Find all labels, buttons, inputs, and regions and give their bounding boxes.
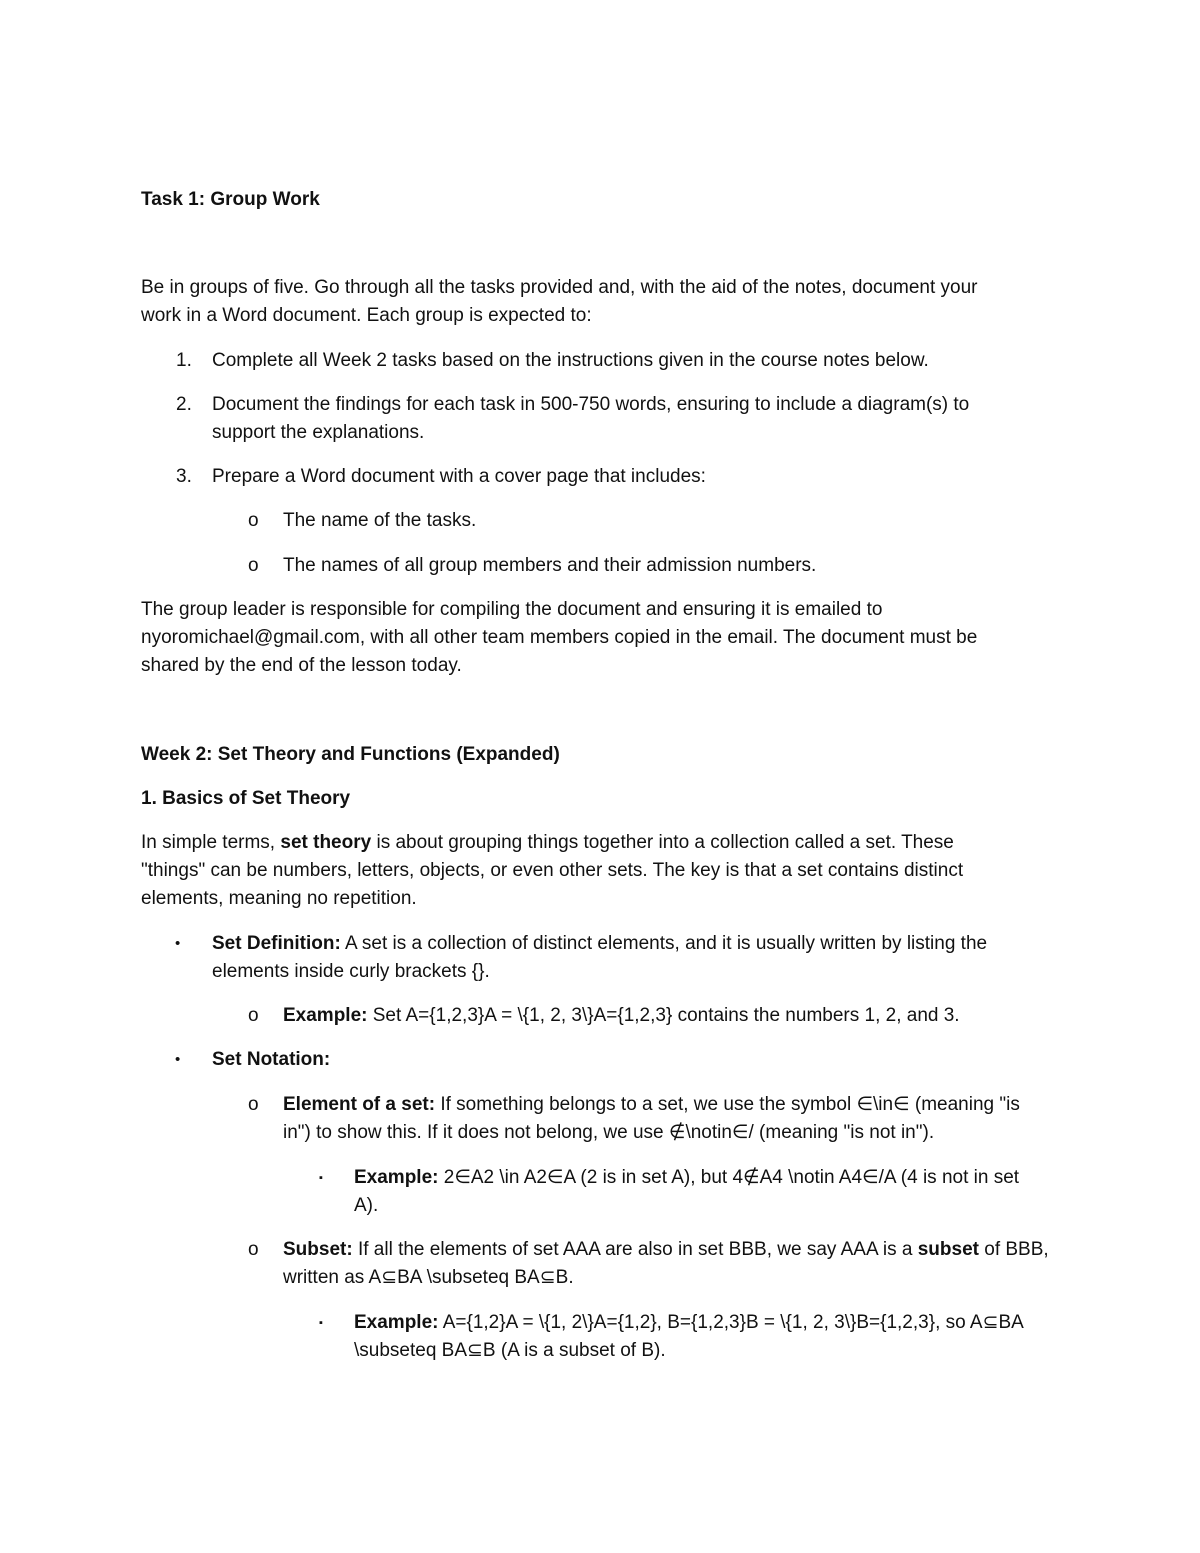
task-title: Task 1: Group Work	[141, 189, 320, 210]
bullet-line: Set Definition: A set is a collection of distinct elements, and it is usually written by listing the	[212, 933, 988, 954]
example-line: Example: Set A={1,2,3}A = \{1, 2, 3\}A={1,2,3} contains the numbers 1, 2, and 3.	[283, 1005, 960, 1026]
list-item-text: Document the findings for each task in 500-750 words, ensuring to include a diagram(s) to	[212, 394, 970, 415]
bullet-heading: Set Notation:	[212, 1049, 331, 1070]
disc-bullet: •	[175, 935, 181, 952]
intro-line-1: Be in groups of five. Go through all the tasks provided and, with the aid of the notes, document your	[141, 277, 978, 298]
list-number: 2.	[176, 394, 192, 415]
list-item-text: Prepare a Word document with a cover page that includes:	[212, 466, 706, 487]
paragraph-line: In simple terms, set theory is about grouping things together into a collection called a set. These	[141, 832, 954, 853]
sub-list-item: The name of the tasks.	[283, 510, 477, 531]
example-line: Example: 2∈A2 \in A2∈A (2 is in set A), but 4∉A4 \notin A4∈/A (4 is not in set	[354, 1167, 1020, 1188]
bold-term: set theory	[280, 832, 372, 853]
closing-line-2: nyoromichael@gmail.com, with all other team members copied in the email. The document must be	[141, 627, 978, 648]
sub-bullet-line: Subset: If all the elements of set AAA are also in set BBB, we say AAA is a subset of BBB,	[283, 1239, 1049, 1260]
list-number: 1.	[176, 350, 192, 371]
week-title: Week 2: Set Theory and Functions (Expanded)	[141, 744, 560, 765]
circle-bullet: o	[248, 1005, 259, 1026]
list-number: 3.	[176, 466, 192, 487]
circle-bullet: o	[248, 1094, 259, 1115]
intro-line-2: work in a Word document. Each group is expected to:	[141, 305, 592, 326]
bullet-line: elements inside curly brackets {}.	[212, 961, 490, 982]
square-bullet: ▪	[319, 1172, 323, 1184]
sub-list-item: The names of all group members and their admission numbers.	[283, 555, 817, 576]
disc-bullet: •	[175, 1051, 181, 1068]
closing-line-3: shared by the end of the lesson today.	[141, 655, 462, 676]
example-line: Example: A={1,2}A = \{1, 2\}A={1,2}, B={1,2,3}B = \{1, 2, 3\}B={1,2,3}, so A⊆BA	[354, 1312, 1024, 1333]
example-line: A).	[354, 1195, 379, 1216]
circle-bullet: o	[248, 510, 259, 531]
circle-bullet: o	[248, 1239, 259, 1260]
closing-line-1: The group leader is responsible for compiling the document and ensuring it is emailed to	[141, 599, 883, 620]
list-item-text: support the explanations.	[212, 422, 425, 443]
paragraph-line: "things" can be numbers, letters, objects, or even other sets. The key is that a set contains distinct	[141, 860, 964, 881]
paragraph-line: elements, meaning no repetition.	[141, 888, 417, 909]
section-title: 1. Basics of Set Theory	[141, 788, 351, 809]
example-line: \subseteq BA⊆B (A is a subset of B).	[354, 1340, 666, 1361]
sub-bullet-line: in") to show this. If it does not belong, we use ∉\notin∈/ (meaning "is not in").	[283, 1122, 935, 1143]
square-bullet: ▪	[319, 1317, 323, 1329]
list-item-text: Complete all Week 2 tasks based on the instructions given in the course notes below.	[212, 350, 929, 371]
sub-bullet-line: written as A⊆BA \subseteq BA⊆B.	[283, 1267, 574, 1288]
sub-bullet-line: Element of a set: If something belongs to a set, we use the symbol ∈\in∈ (meaning "is	[283, 1094, 1020, 1115]
circle-bullet: o	[248, 555, 259, 576]
